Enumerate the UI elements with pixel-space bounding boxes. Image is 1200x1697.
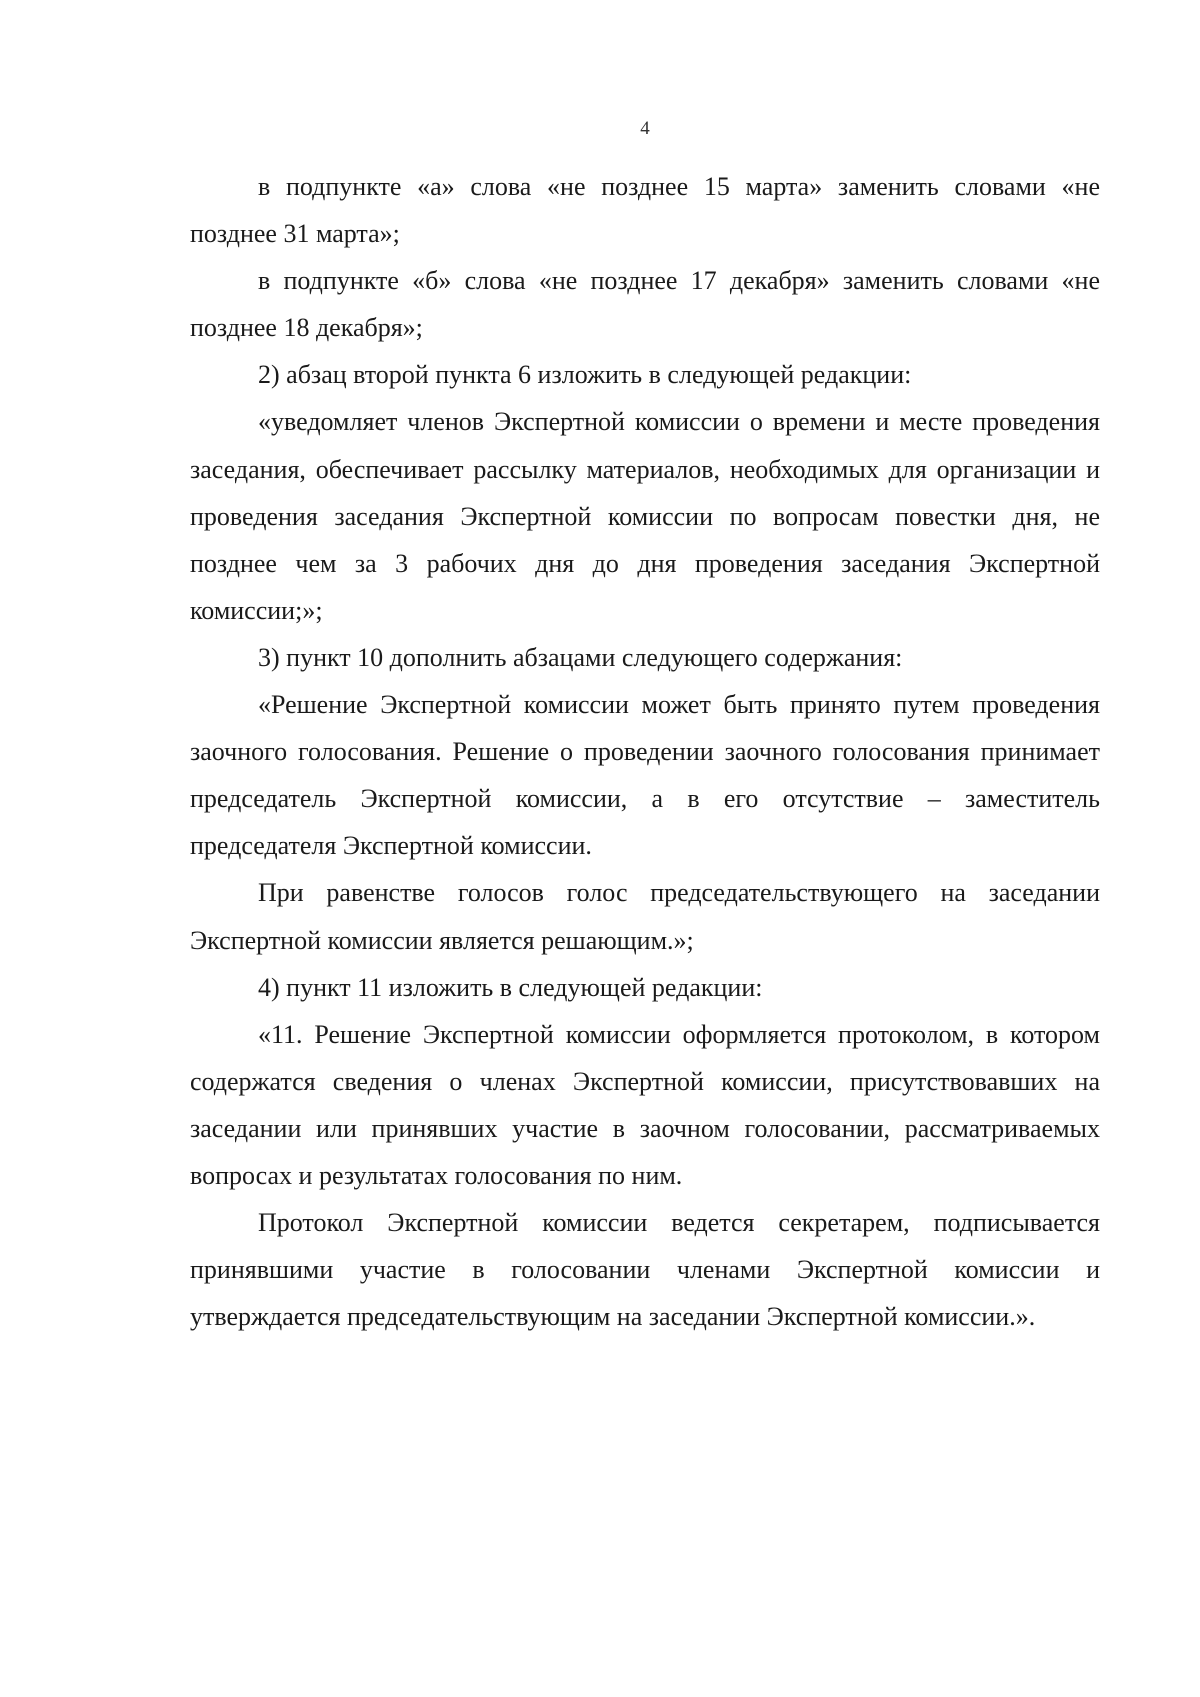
paragraph: в подпункте «а» слова «не позднее 15 марта» заменить словами «не позднее 31 марта»; <box>190 172 1100 249</box>
paragraph: При равенстве голосов голос председательствующего на заседании Экспертной комиссии является решающим.»; <box>190 878 1100 955</box>
paragraph: 2) абзац второй пункта 6 изложить в следующей редакции: <box>258 360 912 390</box>
paragraph: «11. Решение Экспертной комиссии оформляется протоколом, в котором содержатся сведения о членах Экспертной комиссии, присутствовавших на заседании или принявших участие в заочном голосовании, рассматриваемых вопросах и результатах голосования по ним. <box>190 1019 1100 1190</box>
paragraph: Протокол Экспертной комиссии ведется секретарем, подписывается принявшими участие в голосовании членами Экспертной комиссии и утверждается председательствующим на заседании Экспертной комиссии.». <box>190 1208 1100 1332</box>
paragraph: «уведомляет членов Экспертной комиссии о времени и месте проведения заседания, обеспечивает рассылку материалов, необходимых для организации и проведения заседания Экспертной комиссии по вопросам повестки дня, не позднее чем за 3 рабочих дня до дня проведения заседания Экспертной комиссии;»; <box>190 407 1100 625</box>
document-body <box>190 163 1100 1340</box>
paragraph: 3) пункт 10 дополнить абзацами следующего содержания: <box>258 642 903 672</box>
paragraph: «Решение Экспертной комиссии может быть принято путем проведения заочного голосования. Решение о проведении заочного голосования принимает председатель Экспертной комиссии, а в его отсутствие – заместитель председателя Экспертной комиссии. <box>190 690 1100 861</box>
paragraph: в подпункте «б» слова «не позднее 17 декабря» заменить словами «не позднее 18 декабря»; <box>190 266 1100 343</box>
paragraph: 4) пункт 11 изложить в следующей редакции: <box>258 972 763 1002</box>
page-number: 4 <box>640 118 650 139</box>
